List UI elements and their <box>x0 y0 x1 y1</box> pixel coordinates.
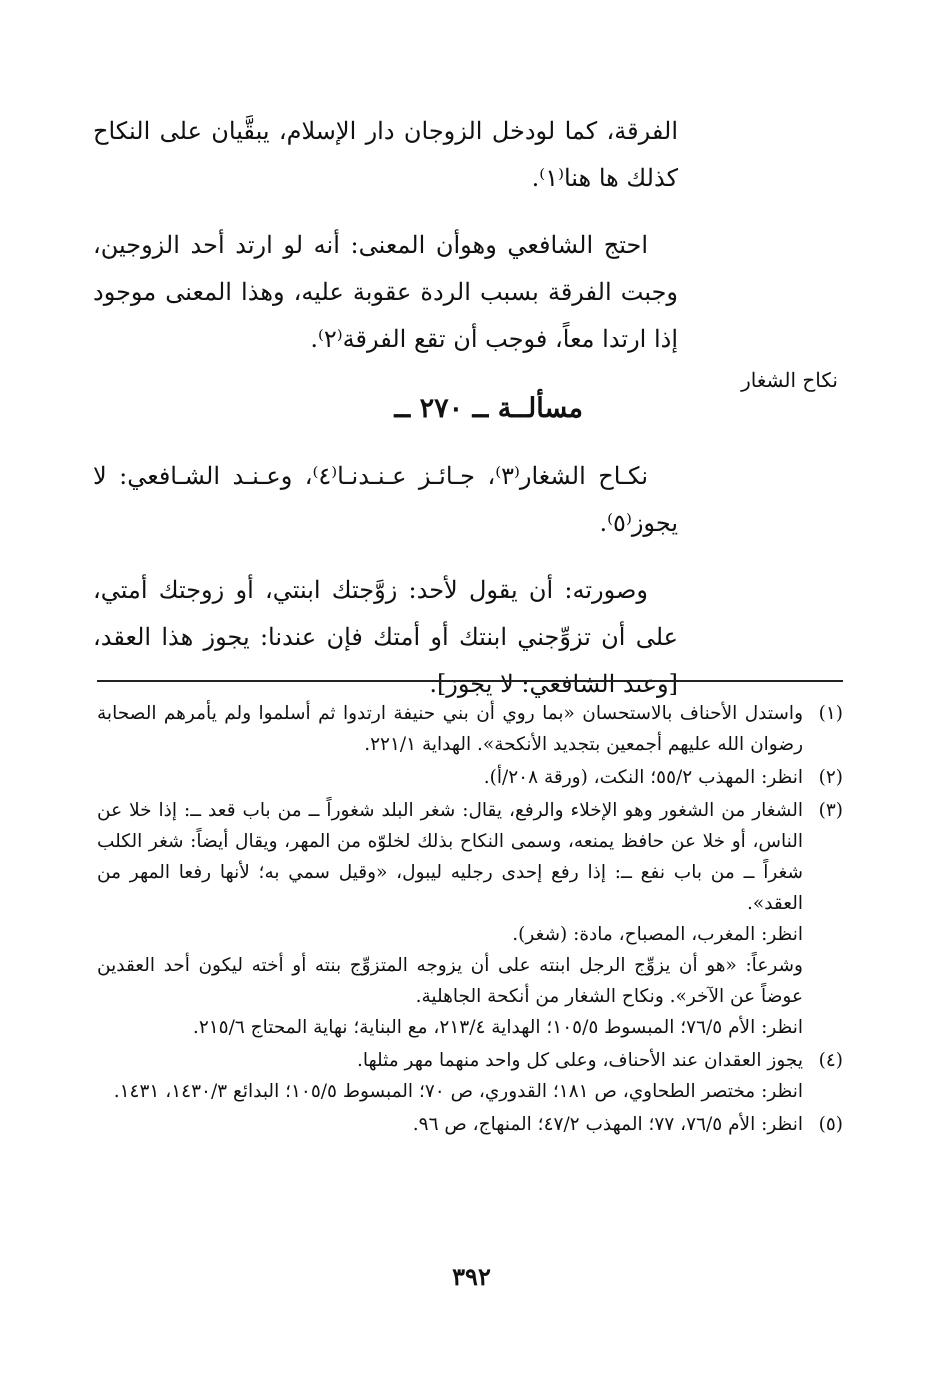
footnote-number: (٢) <box>818 767 843 788</box>
main-text <box>93 108 678 728</box>
footnote-line: انظر: الأم ٧٦/٥، ٧٧؛ المهذب ٤٧/٢؛ المنهاج، ص ٩٦. <box>412 1114 803 1135</box>
footnote-5 <box>97 1109 843 1140</box>
footnote-1 <box>97 698 843 760</box>
main-paragraph-4: وصورته: أن يقول لأحد: زوَّجتك ابنتي، أو زوجتك أمتي، على أن تزوِّجني ابنتك أو أمتك فإن عندنا: يجوز هذا العقد، [وعند الشافعي: لا يجوز]. <box>93 576 678 698</box>
footnote-line: انظر: مختصر الطحاوي، ص ١٨١؛ القدوري، ص ٧٠؛ المبسوط ١٠٥/٥؛ البدائع ١٤٣٠/٣، ١٤٣١. <box>113 1081 803 1102</box>
footnote-number: (١) <box>818 703 843 724</box>
footnote-line: انظر: الأم ٧٦/٥؛ المبسوط ١٠٥/٥؛ الهداية ٢١٣/٤، مع البناية؛ نهاية المحتاج ٢١٥/٦. <box>192 1017 803 1038</box>
issue-heading-row <box>93 383 678 435</box>
page-number: ٣٩٢ <box>452 1262 491 1291</box>
footnote-divider <box>97 680 843 682</box>
footnote-line: الشغار من الشغور وهو الإخلاء والرفع، يقال: شغر البلد شغوراً ــ من باب قعد ــ: إذا خلا عن الناس، أو خلا عن حافظ يمنعه، وسمى النكاح بذلك لخلوّه من المهر، ويقال أيضاً: شغر الكلب شغراً ــ من باب نفع ــ: إذا رفع إحدى رجليه ليبول، «وقيل سمي به؛ لأنها رفعا المهر من العقد». <box>97 800 803 914</box>
footnote-line: انظر: المهذب ٥٥/٢؛ النكت، (ورقة ٢٠٨/أ). <box>483 767 803 788</box>
footnotes <box>97 698 843 1142</box>
footnote-line: وشرعاً: «هو أن يزوِّج الرجل ابنته على أن يزوجه المتزوِّج بنته أو أخته ليكون أحد العقدين عوضاً عن الآخر». ونكاح الشغار من أنكحة الجاهلية. <box>97 955 803 1007</box>
footnote-line: يجوز العقدان عند الأحناف، وعلى كل واحد منهما مهر مثلها. <box>356 1050 803 1071</box>
footnote-line: واستدل الأحناف بالاستحسان «بما روي أن بني حنيفة ارتدوا ثم أسلموا ولم يأمرهم الصحابة رضوان الله عليهم أجمعين بتجديد الأنكحة». الهداية ٢٢١/١. <box>97 703 803 755</box>
main-paragraph-2: احتج الشافعي وهوأن المعنى: أنه لو ارتد أحد الزوجين، وجبت الفرقة بسبب الردة عقوبة عليه، وهذا المعنى موجود إذا ارتدا معاً، فوجب أن تقع الفرقة⁽٢⁾. <box>93 231 678 353</box>
footnote-2 <box>97 762 843 793</box>
footnote-number: (٥) <box>818 1114 843 1135</box>
footnote-3 <box>97 795 843 1043</box>
margin-note: نكاح الشغار <box>741 368 838 392</box>
footnote-line: انظر: المغرب، المصباح، مادة: (شغر). <box>512 924 803 945</box>
issue-heading: مسألــة ــ ٢٧٠ ــ <box>394 393 583 424</box>
footnote-number: (٤) <box>818 1050 843 1071</box>
footnote-4 <box>97 1045 843 1107</box>
footnote-number: (٣) <box>818 800 843 821</box>
main-paragraph-1: الفرقة، كما لودخل الزوجان دار الإسلام، يبقَّيان على النكاح كذلك ها هنا⁽١⁾. <box>93 117 678 192</box>
main-paragraph-3: نكـاح الشغار⁽٣⁾، جـائـز عـنـدنـا⁽٤⁾، وعـنـد الشـافعي: لا يجوز⁽٥⁾. <box>93 462 678 537</box>
